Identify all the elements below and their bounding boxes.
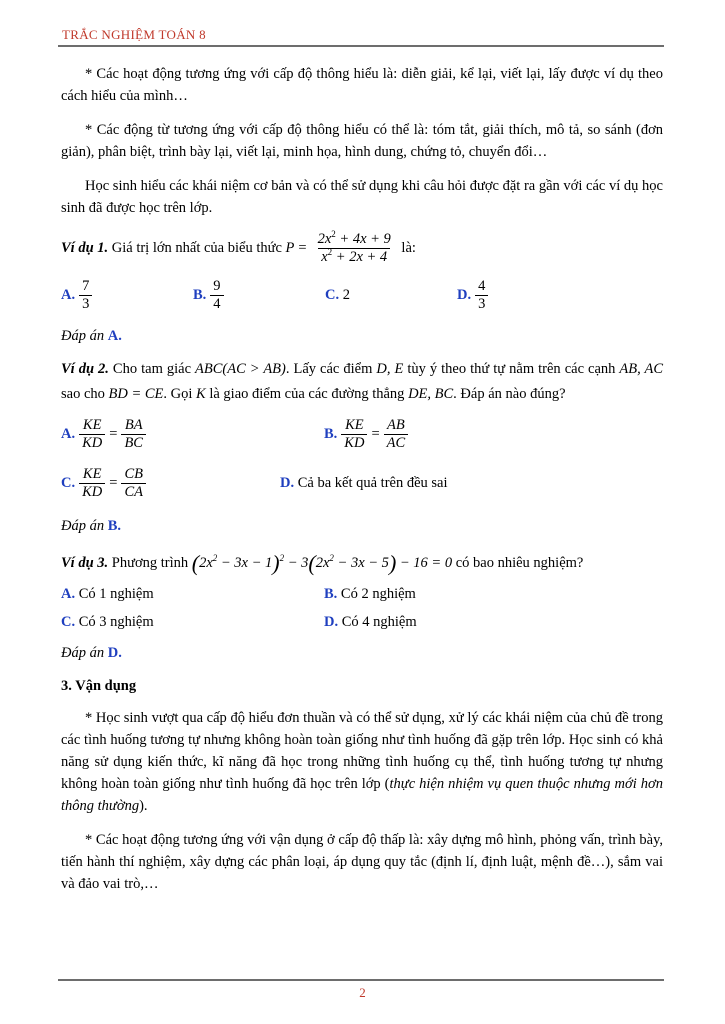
page-number: 2 [359,985,366,1000]
option-d: D. Có 4 nghiệm [324,613,417,630]
option-c: C. 2 [325,287,350,303]
example-2-options-row-1 [61,417,663,452]
option-a: A. $\frac{KE}{KD}$ = $\frac{BA}{BC}$ [61,417,324,452]
option-b: B. Có 2 nghiệm [324,585,416,602]
example-3-options-row-2 [61,614,663,631]
example-3-answer: Đáp án D. [61,644,122,661]
header-title: TRẮC NGHIỆM TOÁN 8 [62,27,206,42]
intro-paragraph-2: * Các động từ tương ứng với cấp độ thông hiểu có thể là: tóm tắt, giải thích, mô tả, so sánh (đơn giản), phân biệt, trình bày lại, viết lại, minh họa, hình dung, chứng tỏ, chuyển đổi… [61,122,663,160]
expression-fraction: $\frac{2x^2 + 4x + 9}{x^2 + 2x + 4}$ [317,229,391,265]
option-b: B. $\frac{KE}{KD}$ = $\frac{AB}{AC}$ [324,417,412,452]
footer-rule [58,979,664,981]
example-1-options [61,278,663,313]
variable-p: P [285,240,295,256]
section-3-paragraph-2: * Các hoạt động tương ứng với vận dụng ở cấp độ thấp là: xây dựng mô hình, phỏng vấn, trình bày, tiến hành thí nghiệm, xây dựng các phân loại, áp dụng quy tắc (định lí, định luật, mệnh đề…), sắm vai và đảo vai trò,… [61,831,663,892]
option-b: B. $\frac{9}{4}$ [193,278,325,313]
header-rule [58,45,664,47]
example-2-answer: Đáp án B. [61,518,122,534]
option-a: A. Có 1 nghiệm [61,585,154,602]
equation: $(2x^2 - 3x - 1)^2 - 3(2x^2 - 3x - 5) - 16 = 0$ [191,550,453,576]
option-c: C. $\frac{KE}{KD}$ = $\frac{CB}{CA}$ [61,466,280,501]
example-2-question: Ví dụ 2. Cho tam giác ABC(AC > AB). Lấy các điểm D, E tùy ý theo thứ tự nằm trên các cạnh AB, AC sao cho BD = CE. Gọi K là giao điểm của các đường thẳng DE, BC. Đáp án nào đúng? [61,361,664,402]
option-d: D. $\frac{4}{3}$ [457,278,492,313]
intro-paragraph-3: Học sinh hiểu các khái niệm cơ bản và có thể sử dụng khi câu hỏi được đặt ra gần với các ví dụ học sinh đã được học trên lớp. [61,178,663,216]
intro-paragraph-1: * Các hoạt động tương ứng với cấp độ thông hiểu là: diễn giải, kể lại, viết lại, lấy được ví dụ theo cách hiểu của mình… [61,66,663,104]
page-content [61,63,663,895]
example-1-answer: Đáp án A. [61,328,122,344]
example-3-options-row-1 [61,586,663,603]
section-3-title: 3. Vận dụng [61,677,137,694]
example-1-title: Ví dụ 1. [61,240,109,256]
option-c: C. Có 3 nghiệm [61,613,154,630]
option-a: A. $\frac{7}{3}$ [61,278,193,313]
example-1-text: Giá trị lớn nhất của biểu thức [111,240,282,256]
example-1-question: Ví dụ 1. Giá trị lớn nhất của biểu thức P = $\frac{2x^2 + 4x + 9}{x^2 + 2x + 4}$ là: [61,229,416,265]
option-d: D. Cả ba kết quả trên đều sai [280,475,448,491]
example-2-options-row-2 [61,466,663,501]
example-3-question: Ví dụ 3. Phương trình $(2x^2 - 3x - 1)^2 - 3(2x^2 - 3x - 5) - 16 = 0$ có bao nhiêu nghiệm? [61,550,584,576]
section-3-paragraph-1: * Học sinh vượt qua cấp độ hiểu đơn thuần và có thể sử dụng, xử lý các khái niệm của chủ đề trong các tình huống tương tự nhưng không hoàn toàn giống như tình huống đã gặp trên lớp. Học sinh có khả năng sử dụng kiến thức, kĩ năng đã học trong những tình huống cụ thể, tình huống tương tự nhưng không hoàn toàn giống như tình huống đã học trên lớp (thực hiện nhiệm vụ quen thuộc nhưng mới hơn thông thường). [61,709,663,814]
example-1-text-after: là: [401,240,416,256]
